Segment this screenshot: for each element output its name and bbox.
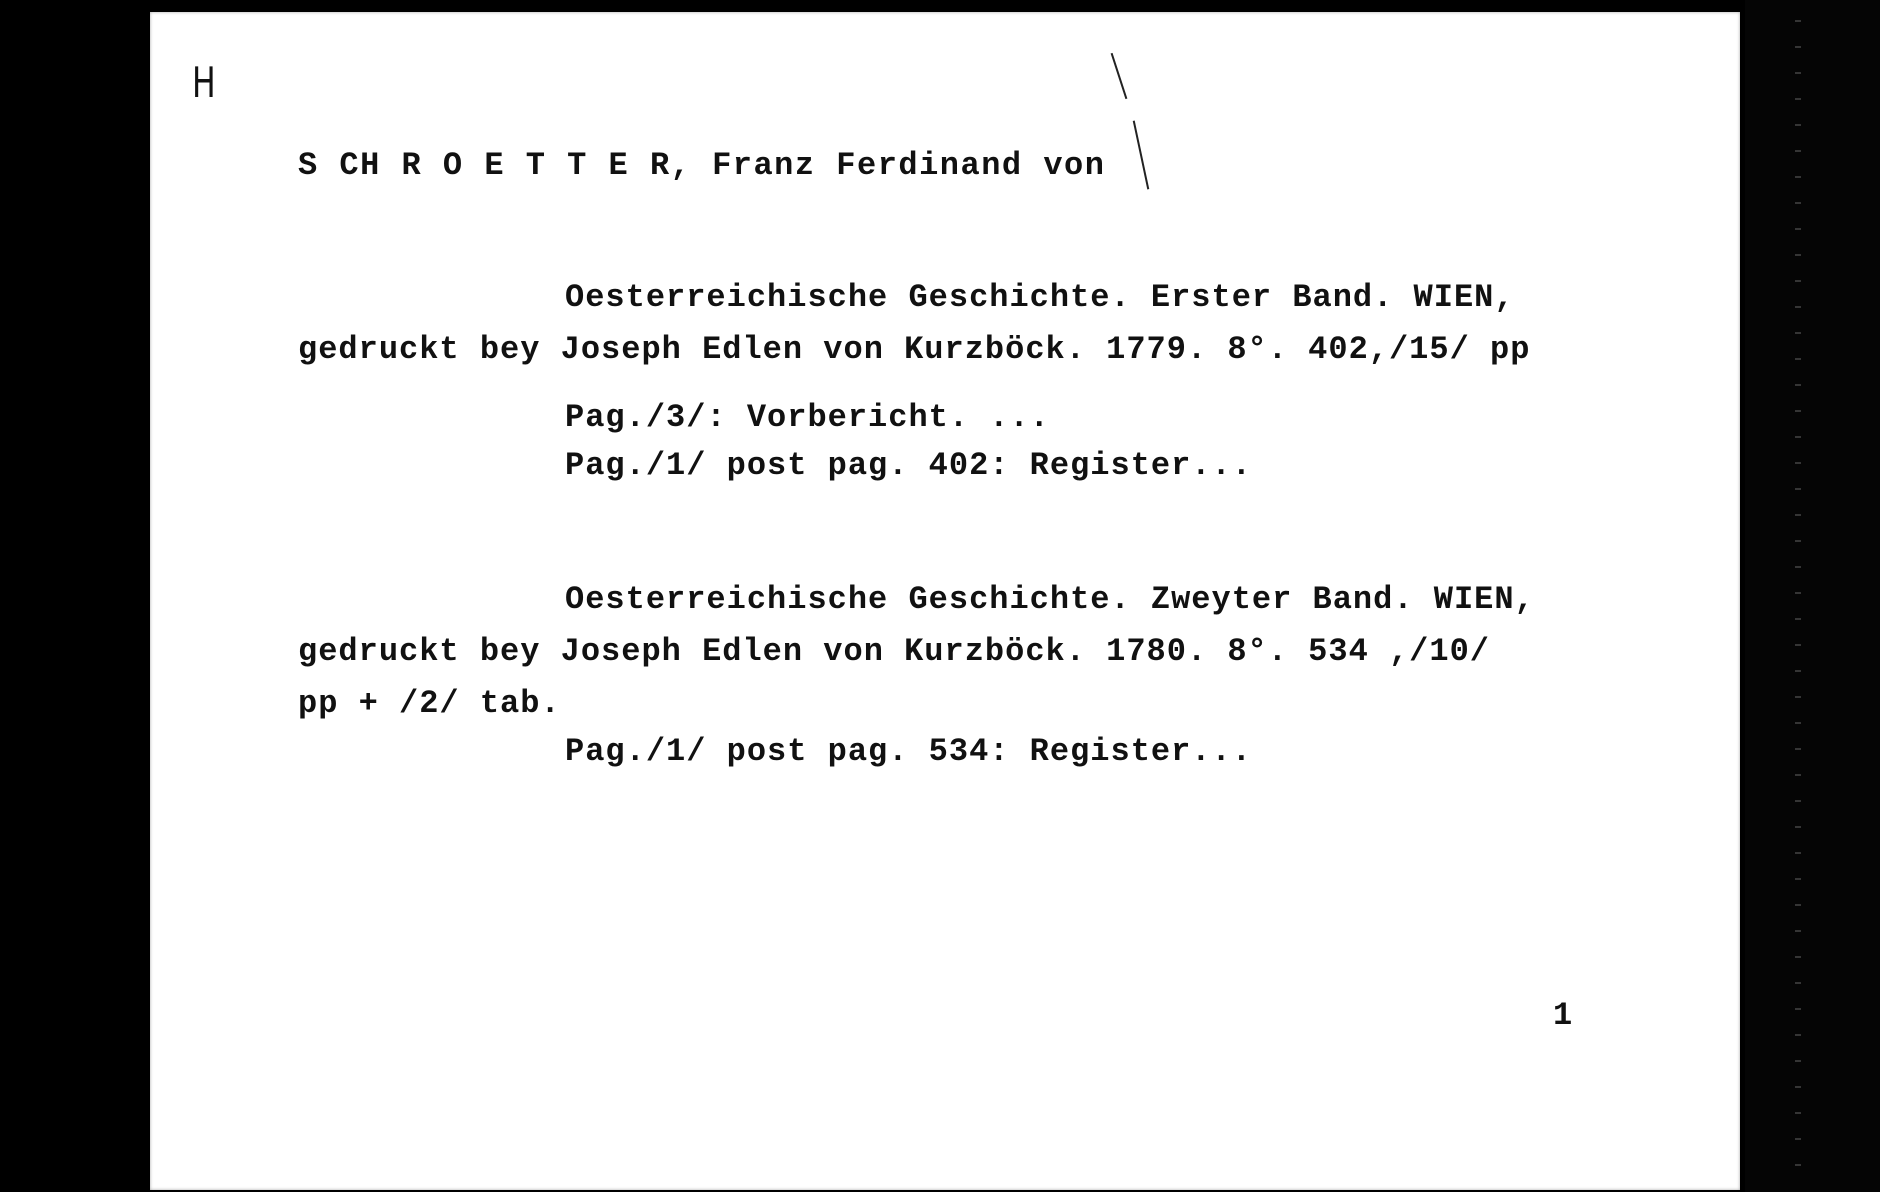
volume2-collation: pp + /2/ tab. [298, 685, 561, 722]
author-heading: S CH R O E T T E R, Franz Ferdinand von [298, 147, 1106, 184]
volume1-imprint: gedruckt bey Joseph Edlen von Kurzböck. 1779. 8°. 402,/15/ pp [298, 331, 1531, 368]
volume2-note-register: Pag./1/ post pag. 534: Register... [565, 733, 1252, 770]
volume1-note-register: Pag./1/ post pag. 402: Register... [565, 447, 1252, 484]
volume1-note-preface: Pag./3/: Vorbericht. ... [565, 399, 1050, 436]
volume2-title: Oesterreichische Geschichte. Zweyter Band. WIEN, [565, 581, 1535, 618]
filing-mark: H [191, 58, 216, 107]
card-number: 1 [1553, 997, 1574, 1034]
scan-border [1745, 0, 1880, 1192]
volume2-imprint: gedruckt bey Joseph Edlen von Kurzböck. 1780. 8°. 534 ,/10/ [298, 633, 1490, 670]
volume1-title: Oesterreichische Geschichte. Erster Band. WIEN, [565, 279, 1515, 316]
